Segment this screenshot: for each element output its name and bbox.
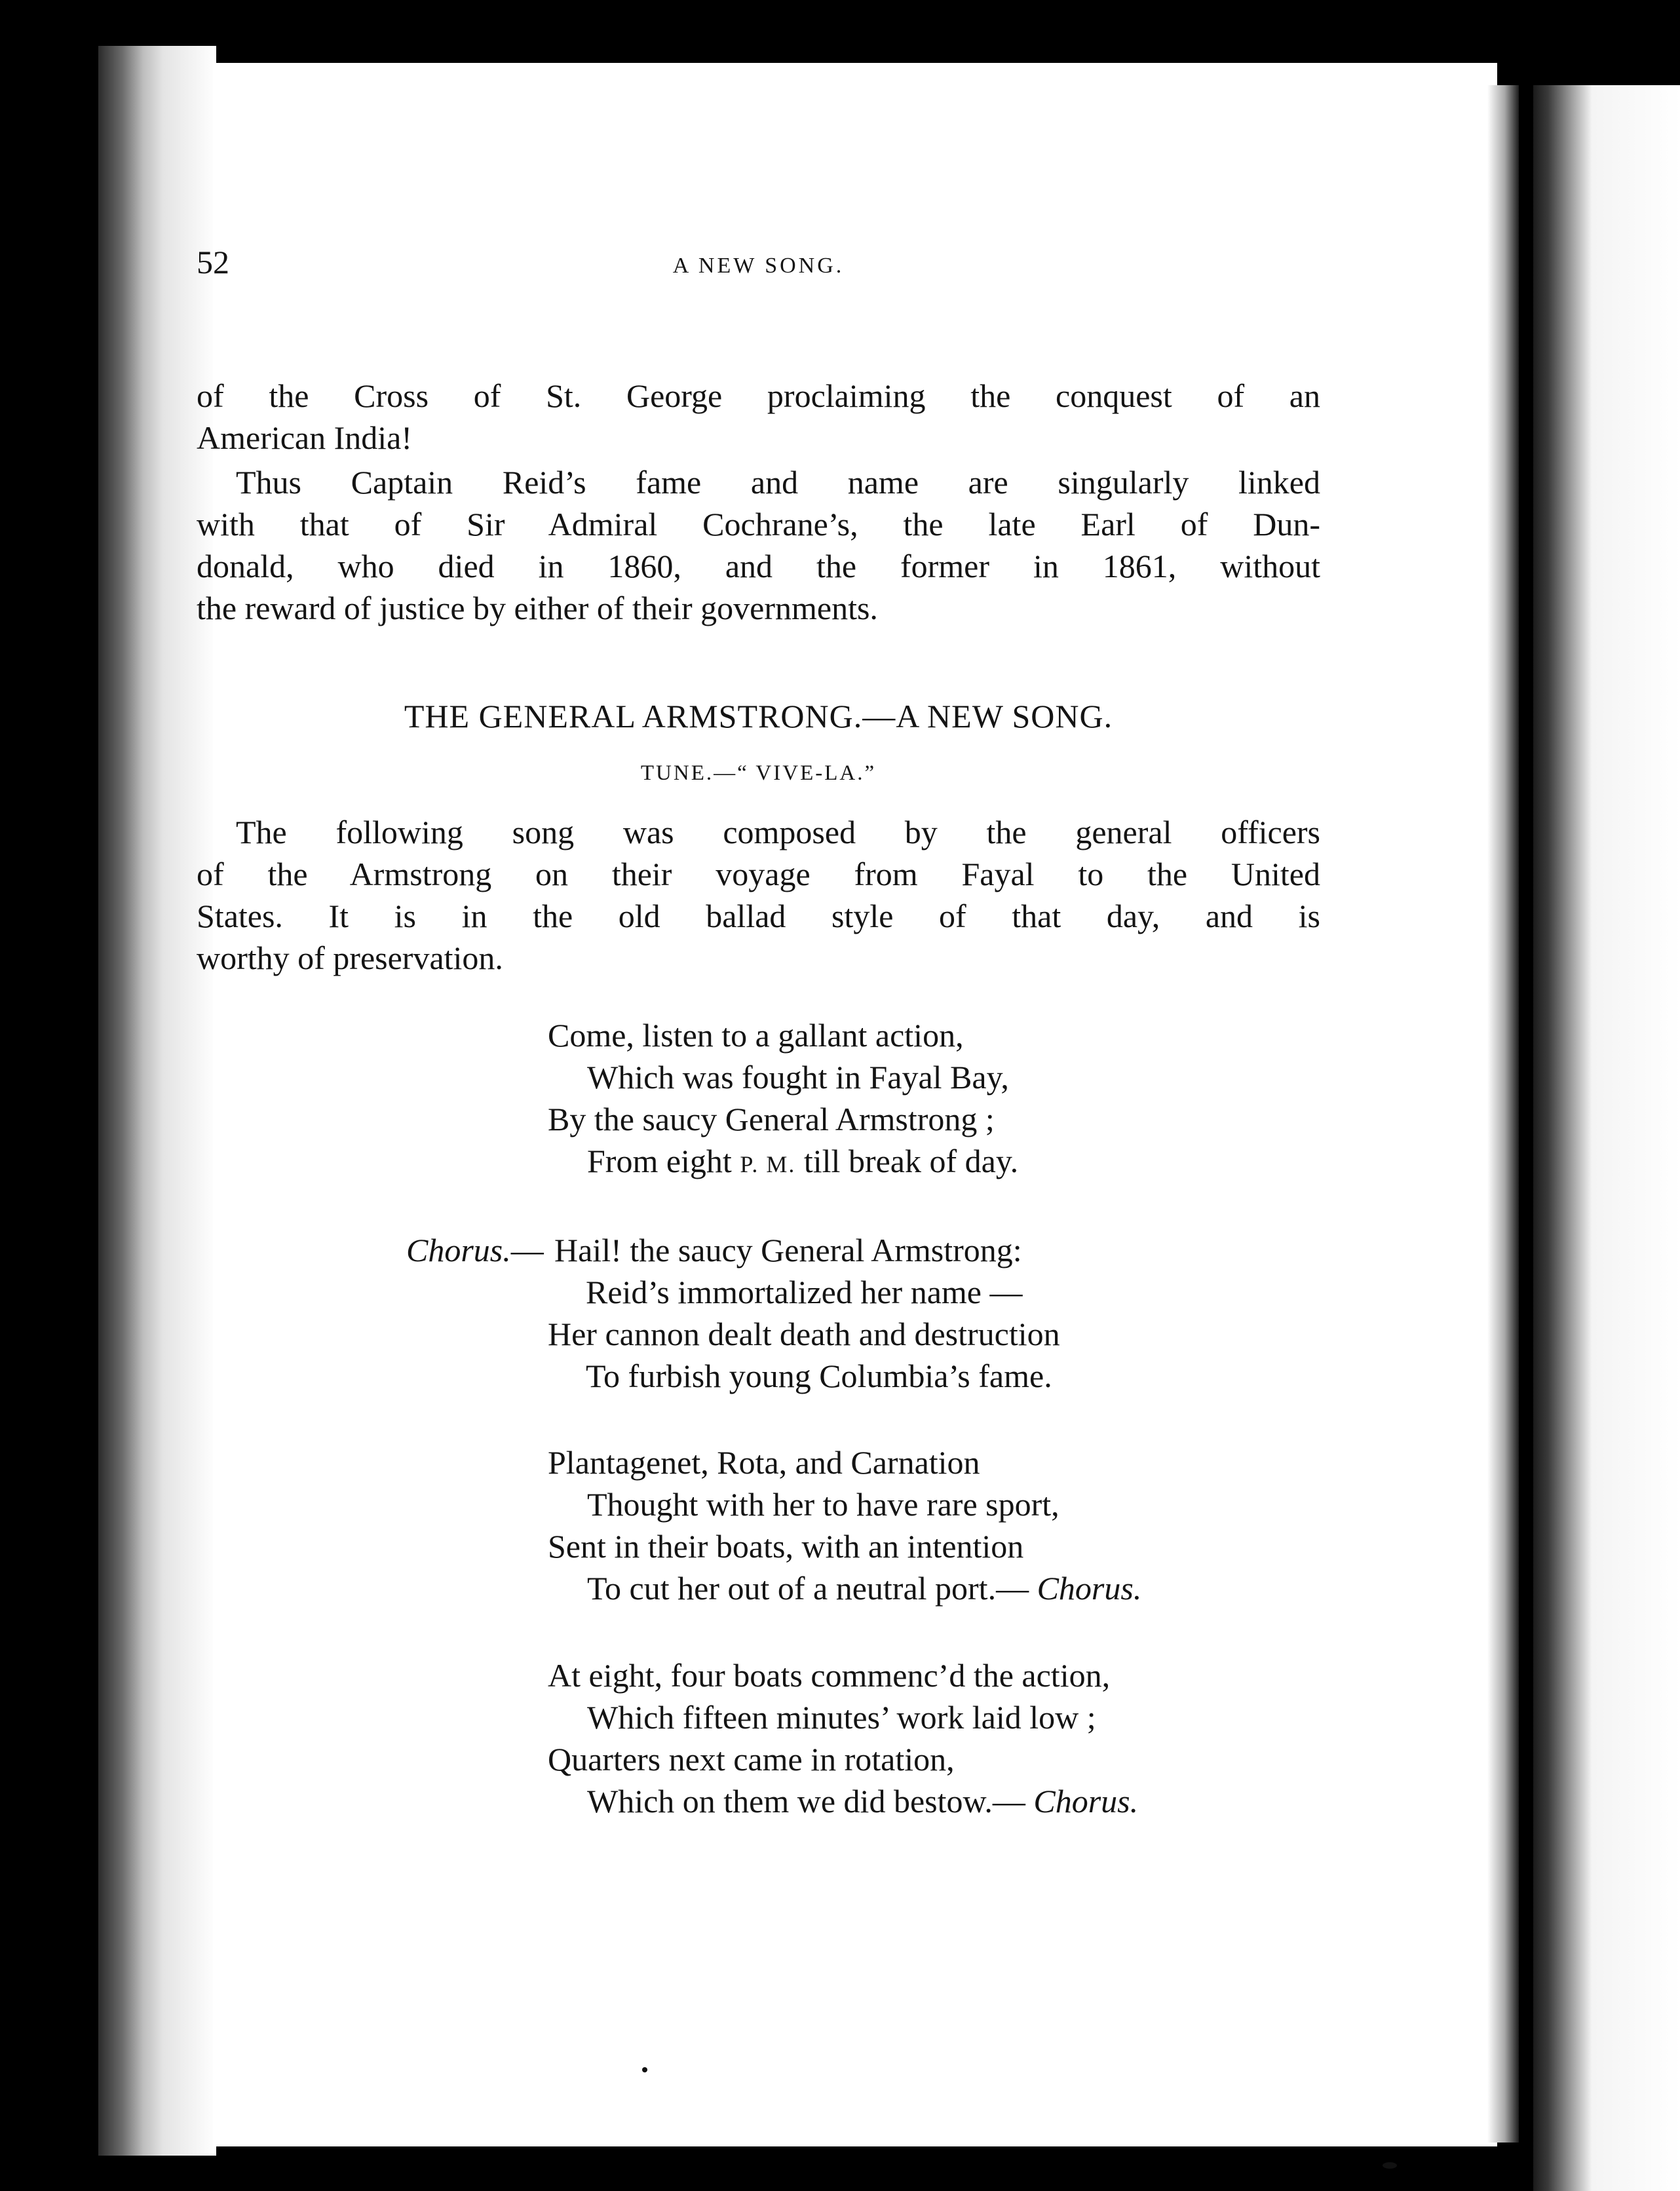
chorus-tag: Chorus. [1033, 1783, 1139, 1819]
verse-line: Sent in their boats, with an intention [548, 1528, 1024, 1565]
verse-line [548, 1780, 1531, 1822]
intro-line-1: of the Cross of St. George proclaiming the conquest of an [197, 377, 1320, 414]
page-header [197, 236, 1320, 288]
page-speck [642, 2067, 647, 2072]
verse-line: Which fifteen minutes’ work laid low ; [587, 1699, 1096, 1736]
verse-text: To cut her out of a neutral port.— [587, 1570, 1037, 1607]
paragraph-line: with that of Sir Admiral Cochrane’s, the late Earl of Dun- [197, 506, 1320, 543]
chorus [548, 1229, 1537, 1397]
chorus-label-text: Chorus. [406, 1232, 511, 1268]
stanza-2 [548, 1441, 1531, 1609]
book-page-edges [98, 46, 216, 2156]
paragraph-line: donald, who died in 1860, and the former in 1861, without [197, 548, 1320, 584]
verse-line: To furbish young Columbia’s fame. [586, 1358, 1052, 1394]
verse-line: Hail! the saucy General Armstrong: [554, 1232, 1022, 1268]
verse-line: By the saucy General Armstrong ; [548, 1101, 995, 1137]
stanza-1 [548, 1014, 1531, 1185]
chorus-label [406, 1229, 544, 1271]
chorus-tag: Chorus. [1037, 1570, 1142, 1607]
verse-line: Which was fought in Fayal Bay, [587, 1059, 1009, 1096]
verse-line: Her cannon dealt death and destruction [548, 1316, 1060, 1352]
paragraph-song-intro [197, 811, 1320, 979]
verse-line: Reid’s immortalized her name — [586, 1274, 1023, 1310]
verse-text: From eight [587, 1143, 740, 1179]
paragraph-line: worthy of preservation. [197, 940, 503, 976]
verse-line: Quarters next came in rotation, [548, 1741, 955, 1778]
verse-line: Plantagenet, Rota, and Carnation [548, 1444, 980, 1481]
page-number: 52 [197, 244, 229, 280]
intro-line-2: American India! [197, 419, 413, 456]
verse-line: Come, listen to a gallant action, [548, 1017, 964, 1054]
stanza-3 [548, 1654, 1531, 1822]
scan-speck [1383, 2162, 1397, 2169]
chorus-dash: — [510, 1232, 544, 1268]
verse-line [548, 1567, 1531, 1609]
facing-page [1533, 85, 1680, 2191]
paragraph-reid [197, 461, 1320, 629]
verse-line [548, 1140, 1531, 1185]
song-title: THE GENERAL ARMSTRONG.—A NEW SONG. [404, 698, 1113, 734]
verse-line: Thought with her to have rare sport, [587, 1486, 1060, 1523]
running-head: A NEW SONG. [672, 254, 845, 278]
paragraph-line: of the Armstrong on their voyage from Fayal to the United [197, 856, 1320, 892]
verse-line: At eight, four boats commenc’d the action, [548, 1657, 1111, 1694]
song-tune: TUNE.—“ VIVE-LA.” [640, 761, 877, 785]
time-abbrev: P. M. [740, 1151, 796, 1177]
paragraph-line: States. It is in the old ballad style of that day, and is [197, 898, 1320, 934]
verse-text: till break of day. [795, 1143, 1019, 1179]
paragraph-line: The following song was composed by the general officers [236, 814, 1320, 850]
paragraph-line: Thus Captain Reid’s fame and name are singularly linked [236, 464, 1320, 501]
paragraph-line: the reward of justice by either of their governments. [197, 590, 878, 626]
verse-text: Which on them we did bestow.— [587, 1783, 1034, 1819]
intro-paragraph [197, 375, 1320, 459]
